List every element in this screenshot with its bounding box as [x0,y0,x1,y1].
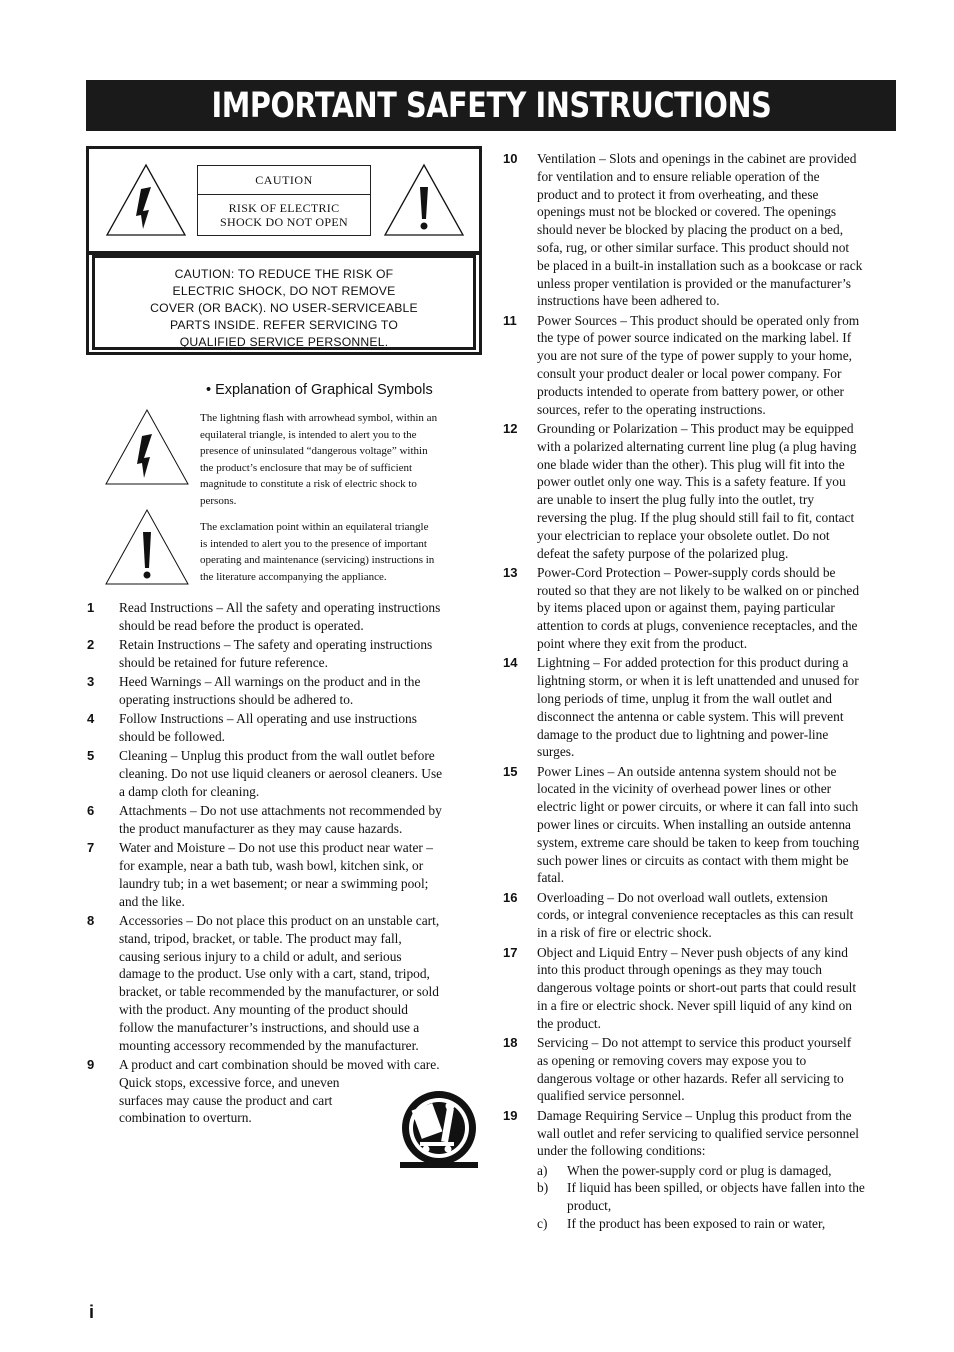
item-line: Quick stops, excessive force, and uneven [119,1074,340,1090]
item-line: your electrician to replace your obsolete outlet. Do not [537,527,830,543]
list-item [87,710,489,746]
item-number: 13 [503,564,518,580]
item-line: reversing the plug. If the plug should still fail to fit, contact [537,509,855,525]
list-item [87,636,489,672]
caution-label-title: CAUTION [198,166,370,195]
item-line: one blade wider than the other). This plug will fit into the [537,456,845,472]
sub-item-line: If liquid has been spilled, or objects have fallen into the [567,1180,865,1196]
explanation-line: operating and maintenance (servicing) instructions in [200,554,435,566]
sub-item-label: b) [537,1180,549,1196]
list-item [87,673,489,709]
sub-list-item [537,1179,907,1215]
item-number: 7 [87,840,95,856]
item-line: should be read before the product is operated. [119,617,364,633]
item-line: Servicing – Do not attempt to service this product yourself [537,1035,852,1051]
explanation-line: persons. [200,494,237,507]
lightning-symbol-icon [104,408,190,486]
item-line: for example, near a bath tub, wash bowl, kitchen sink, or [119,858,424,874]
list-item [503,150,907,310]
item-number: 3 [87,674,95,690]
list-item [503,420,907,562]
sub-item-line: When the power-supply cord or plug is damaged, [567,1162,832,1178]
item-line: with a polarized alternating current line plug (a plug having [537,438,857,454]
item-number: 9 [87,1056,95,1072]
item-number: 16 [503,889,518,905]
item-line: lightning storm, or when it is left unattended and unused for [537,673,859,689]
item-line: the type of power source indicated on the marking label. If [537,330,852,346]
item-number: 18 [503,1035,518,1051]
item-number: 17 [503,944,518,960]
item-line: Read Instructions – All the safety and operating instructions [119,600,441,615]
item-line: cleaning. Do not use liquid cleaners or aerosol cleaners. Use [119,766,443,782]
item-line: electric light or power circuits, or where it can fall into such [537,799,859,815]
caution-risk-line: RISK OF ELECTRIC [228,201,340,215]
item-number: 12 [503,420,518,436]
item-line: consult your product dealer or local power company. For [537,366,842,382]
item-number: 15 [503,763,518,779]
item-line: for ventilation and to ensure reliable operation of the [537,168,820,184]
item-line: into this product through openings as they may touch [537,962,822,978]
item-line: stand, tripod, bracket, or table. The product may fall, [119,930,402,946]
item-line: power lines or circuits. When installing an outside antenna [537,816,851,832]
item-line: qualified service personnel. [537,1088,685,1104]
sub-item-label: c) [537,1216,548,1232]
item-number: 10 [503,151,518,166]
item-number: 19 [503,1107,518,1123]
item-number: 2 [87,637,95,653]
caution-symbols-row [89,149,479,253]
item-line: should never be blocked by placing the product on a bed, [537,222,844,238]
item-line: dangerous voltage points or short-out parts that could result [537,980,857,996]
explanation-heading: • Explanation of Graphical Symbols [206,382,433,398]
item-line: Object and Liquid Entry – Never push objects of any kind [537,944,848,960]
item-line: Damage Requiring Service – Unplug this product from the [537,1107,852,1123]
caution-notice-line: ELECTRIC SHOCK, DO NOT REMOVE [172,284,396,298]
item-line: Heed Warnings – All warnings on the product and in the [119,674,421,690]
item-line: sofa, rug, or other similar surface. This product should not [537,239,850,255]
item-line: bracket, or table recommended by the manufacturer, or sold [119,984,439,1000]
item-line: in a risk of fire or electric shock. [537,925,712,941]
item-line: be placed in a built-in installation such as a bookcase or rack [537,257,863,273]
item-line: mounting accessory recommended by the manufacturer. [119,1037,419,1053]
item-line: follow the manufacturer’s instructions, and should use a [119,1019,420,1035]
list-item [87,839,489,910]
list-item [503,654,907,761]
item-line: in a fire or electric shock. Never spill liquid of any kind on [537,997,852,1013]
caution-label-risk [198,195,370,229]
item-line: disconnect the antenna or cable system. This will prevent [537,708,844,724]
item-line: as opening or removing covers may expose you to [537,1052,807,1068]
safety-list-left [87,599,489,1129]
item-line: causing serious injury to a child or adult, and serious [119,948,402,964]
item-line: such power lines or circuits as contact with them might be [537,852,849,868]
list-item [87,802,489,838]
sub-list-item [537,1162,907,1180]
list-item [503,312,907,419]
item-line: wall outlet and refer servicing to qualified service personnel [537,1125,859,1141]
exclamation-symbol-icon [104,508,190,586]
item-line: sources, refer to the operating instructions. [537,401,766,417]
item-line: product and to protect it from overheating, and these [537,186,819,202]
item-line: point where they exit from the product. [537,636,748,652]
item-line: Overloading – Do not overload wall outlets, extension [537,889,828,905]
explanation-line: is intended to alert you to the presence of important [200,537,427,550]
item-number: 8 [87,913,95,929]
item-line: combination to overturn. [119,1110,252,1126]
caution-notice [92,255,476,350]
item-line: dangerous voltage or other hazards. Refer all servicing to [537,1070,844,1086]
item-line: should be retained for future reference. [119,654,328,670]
lightning-symbol-explanation [200,410,474,509]
item-number: 1 [87,600,95,615]
item-line: and the like. [119,893,185,909]
item-line: unless proper ventilation is provided or the manufacturer’s [537,275,851,291]
list-item [87,912,489,1054]
list-item [87,599,489,635]
item-line: power outlet only one way. This is a safety feature. If you [537,474,846,490]
cart-tip-over-warning-icon [394,1086,484,1170]
item-line: defeat the safety purpose of the polarized plug. [537,545,789,561]
item-line: Follow Instructions – All operating and use instructions [119,711,417,727]
item-line: should be followed. [119,729,225,745]
item-line: instructions have been adhered to. [537,293,720,309]
exclamation-symbol-explanation [200,519,474,585]
item-line: Power Sources – This product should be operated only from [537,312,860,328]
exclamation-warning-icon [383,163,465,237]
item-line: Ventilation – Slots and openings in the cabinet are provided [537,151,857,166]
explanation-line: The exclamation point within an equilateral triangle [200,521,429,533]
caution-box [86,146,482,355]
item-line: A product and cart combination should be moved with care. [119,1056,440,1072]
item-number: 11 [503,312,517,328]
item-line: Accessories – Do not place this product on an unstable cart, [119,913,440,929]
item-line: are unable to insert the plug fully into the outlet, try [537,492,815,508]
sub-item-line: product, [567,1198,612,1214]
list-item [87,747,489,800]
lightning-warning-icon [105,163,187,237]
explanation-line: equilateral triangle, is intended to alert you to the [200,428,417,441]
page-title-bar [86,80,896,131]
item-line: Cleaning – Unplug this product from the wall outlet before [119,748,435,764]
item-line: the product manufacturer as they may cause hazards. [119,821,403,837]
safety-list-right [503,150,907,1233]
item-line: long periods of time, unplug it from the wall outlet and [537,690,832,706]
item-line: Lightning – For added protection for this product during a [537,655,849,671]
caution-notice-line: CAUTION: TO REDUCE THE RISK OF [174,267,394,281]
caution-label [197,165,371,236]
item-line: under the following conditions: [537,1143,706,1159]
item-line: system, extreme care should be taken to keep from touching [537,834,860,850]
item-line: Power-Cord Protection – Power-supply cords should be [537,564,836,580]
item-line: Retain Instructions – The safety and operating instructions [119,637,433,653]
item-line: by items placed upon or against them, paying particular [537,600,835,616]
caution-notice-line: PARTS INSIDE. REFER SERVICING TO [169,318,399,332]
explanation-line: magnitude to constitute a risk of electric shock to [200,478,417,490]
item-line: fatal. [537,870,565,886]
item-line: located in the vicinity of overhead power lines or other [537,781,832,797]
item-line: attention to cords at plugs, convenience receptacles, and the [537,618,858,634]
item-line: laundry tub; in a wet basement; or near a swimming pool; [119,875,429,891]
caution-notice-line: QUALIFIED SERVICE PERSONNEL. [179,335,389,349]
sub-item-line: If the product has been exposed to rain or water, [567,1216,826,1232]
list-item [503,1107,907,1160]
item-number: 4 [87,711,95,727]
item-line: a damp cloth for cleaning. [119,783,260,799]
item-line: openings must not be blocked or covered. The openings [537,204,837,220]
sub-item-label: a) [537,1162,548,1178]
explanation-line: the product’s enclosure that may be of sufficient [200,461,413,474]
list-item [503,564,907,653]
item-line: operating instructions should be adhered to. [119,691,354,707]
item-line: damage to the product. Use only with a cart, stand, tripod, [119,966,430,982]
item-line: with the product. Any mounting of the product should [119,1002,408,1018]
list-item [503,763,907,888]
sub-list-item [537,1215,907,1233]
item-line: you are not sure of the type of power supply to your home, [537,348,852,364]
item-line: Grounding or Polarization – This product may be equipped [537,420,854,436]
item-number: 14 [503,655,518,671]
explanation-line: the literature accompanying the appliance. [200,570,387,583]
page-title: IMPORTANT SAFETY INSTRUCTIONS [211,85,771,126]
item-number: 6 [87,803,95,819]
item-line: the product. [537,1015,601,1031]
item-line: surfaces may cause the product and cart [119,1092,333,1108]
item-line: products intended to operate from battery power, or other [537,383,844,399]
explanation-line: presence of uninsulated “dangerous voltage” within [200,445,428,457]
item-line: cords, or integral convenience receptacles as this can result [537,907,854,923]
item-line: damage to the product due to lightning and power-line [537,726,829,742]
item-line: Attachments – Do not use attachments not recommended by [119,803,442,819]
list-item [503,1034,907,1105]
item-line: surges. [537,744,575,760]
caution-notice-line: COVER (OR BACK). NO USER-SERVICEABLE [150,301,418,315]
item-number: 5 [87,748,95,764]
page-number: i [89,1302,95,1322]
item-line: routed so that they are not likely to be walked on or pinched [537,582,860,598]
explanation-line: The lightning flash with arrowhead symbol, within an [200,412,438,424]
item-line: Power Lines – An outside antenna system should not be [537,763,837,779]
list-item [503,944,907,1033]
item-line: Water and Moisture – Do not use this product near water – [119,840,433,856]
list-item [503,889,907,942]
caution-risk-line: SHOCK DO NOT OPEN [220,215,348,229]
